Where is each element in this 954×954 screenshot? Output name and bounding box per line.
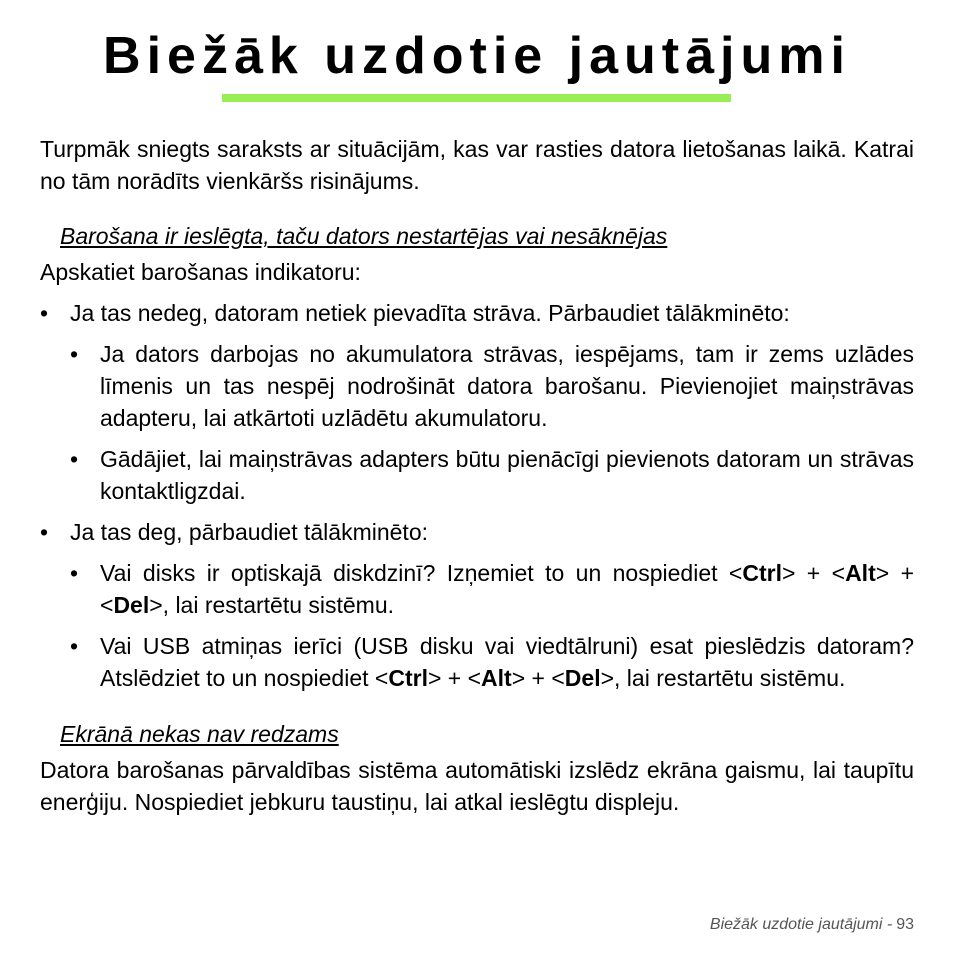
list-item-text: Ja dators darbojas no akumulatora strāvas, iespējams, tam ir zems uzlādes līmenis un tas nespēj nodrošināt datora barošanu. Pievienojiet maiņstrāvas adapteru, lai atkārtoti uzlādētu akumulatoru.: [100, 341, 914, 431]
list-item: [70, 443, 914, 507]
text-run: Vai USB atmiņas ierīci (USB disku vai viedtālruni) esat pieslēdzis datoram? Atslēdziet to un nospiediet <: [100, 633, 914, 691]
list-item: [40, 297, 914, 507]
text-run: Vai disks ir optiskajā diskdzinī? Izņemiet to un nospiediet <: [100, 560, 743, 586]
list-item: [70, 338, 914, 434]
document-body: [40, 133, 914, 818]
list-item-text: Gādājiet, lai maiņstrāvas adapters būtu pienācīgi pievienots datoram un strāvas kontaktligzdai.: [100, 446, 914, 504]
bullet-icon: •: [40, 519, 49, 545]
bullet-icon: •: [40, 300, 49, 326]
footer-label: Biežāk uzdotie jautājumi -: [709, 916, 893, 933]
bullet-icon: •: [70, 446, 79, 472]
list-item-text: [100, 557, 914, 621]
list-item-text: [100, 630, 914, 694]
sub-bullet-list: [70, 338, 914, 507]
list-item: [40, 516, 914, 694]
sub-bullet-list: [70, 557, 914, 694]
list-item-text: Ja tas deg, pārbaudiet tālākminēto:: [70, 519, 429, 545]
section-display: [40, 718, 914, 818]
key-name: Alt: [845, 560, 876, 586]
text-run: > + <: [511, 665, 565, 691]
text-run: > + <: [100, 560, 914, 618]
bullet-icon: •: [70, 560, 79, 586]
key-name: Del: [113, 592, 150, 618]
title-underline: [222, 94, 731, 102]
key-name: Ctrl: [742, 560, 782, 586]
power-bullet-list: [40, 297, 914, 694]
list-item: [70, 630, 914, 694]
bullet-icon: •: [70, 633, 79, 659]
text-run: >, lai restartētu sistēmu.: [600, 665, 846, 691]
power-lead-text: Apskatiet barošanas indikatoru:: [40, 259, 361, 285]
display-paragraph: Datora barošanas pārvaldības sistēma automātiski izslēdz ekrāna gaismu, lai taupītu enerģiju. Nospiediet jebkuru taustiņu, lai atkal ieslēgtu displeju.: [40, 757, 914, 815]
key-name: Alt: [481, 665, 512, 691]
section-heading-display: Ekrānā nekas nav redzams: [60, 721, 339, 747]
list-item: [70, 557, 914, 621]
text-run: >, lai restartētu sistēmu.: [149, 592, 395, 618]
text-run: > + <: [427, 665, 482, 691]
bullet-icon: •: [70, 341, 79, 367]
section-power: [40, 220, 914, 694]
key-name: Del: [564, 665, 601, 691]
key-name: Ctrl: [388, 665, 428, 691]
section-heading-power: Barošana ir ieslēgta, taču dators nestartējas vai nesāknējas: [60, 223, 668, 249]
page-number: 93: [896, 916, 914, 933]
text-run: > + <: [781, 560, 846, 586]
page-title: Biežāk uzdotie jautājumi: [103, 27, 851, 85]
page-footer: [710, 916, 914, 934]
list-item-text: Ja tas nedeg, datoram netiek pievadīta strāva. Pārbaudiet tālākminēto:: [70, 300, 790, 326]
intro-paragraph: Turpmāk sniegts saraksts ar situācijām, kas var rasties datora lietošanas laikā. Katrai no tām norādīts vienkāršs risinājums.: [40, 136, 914, 194]
